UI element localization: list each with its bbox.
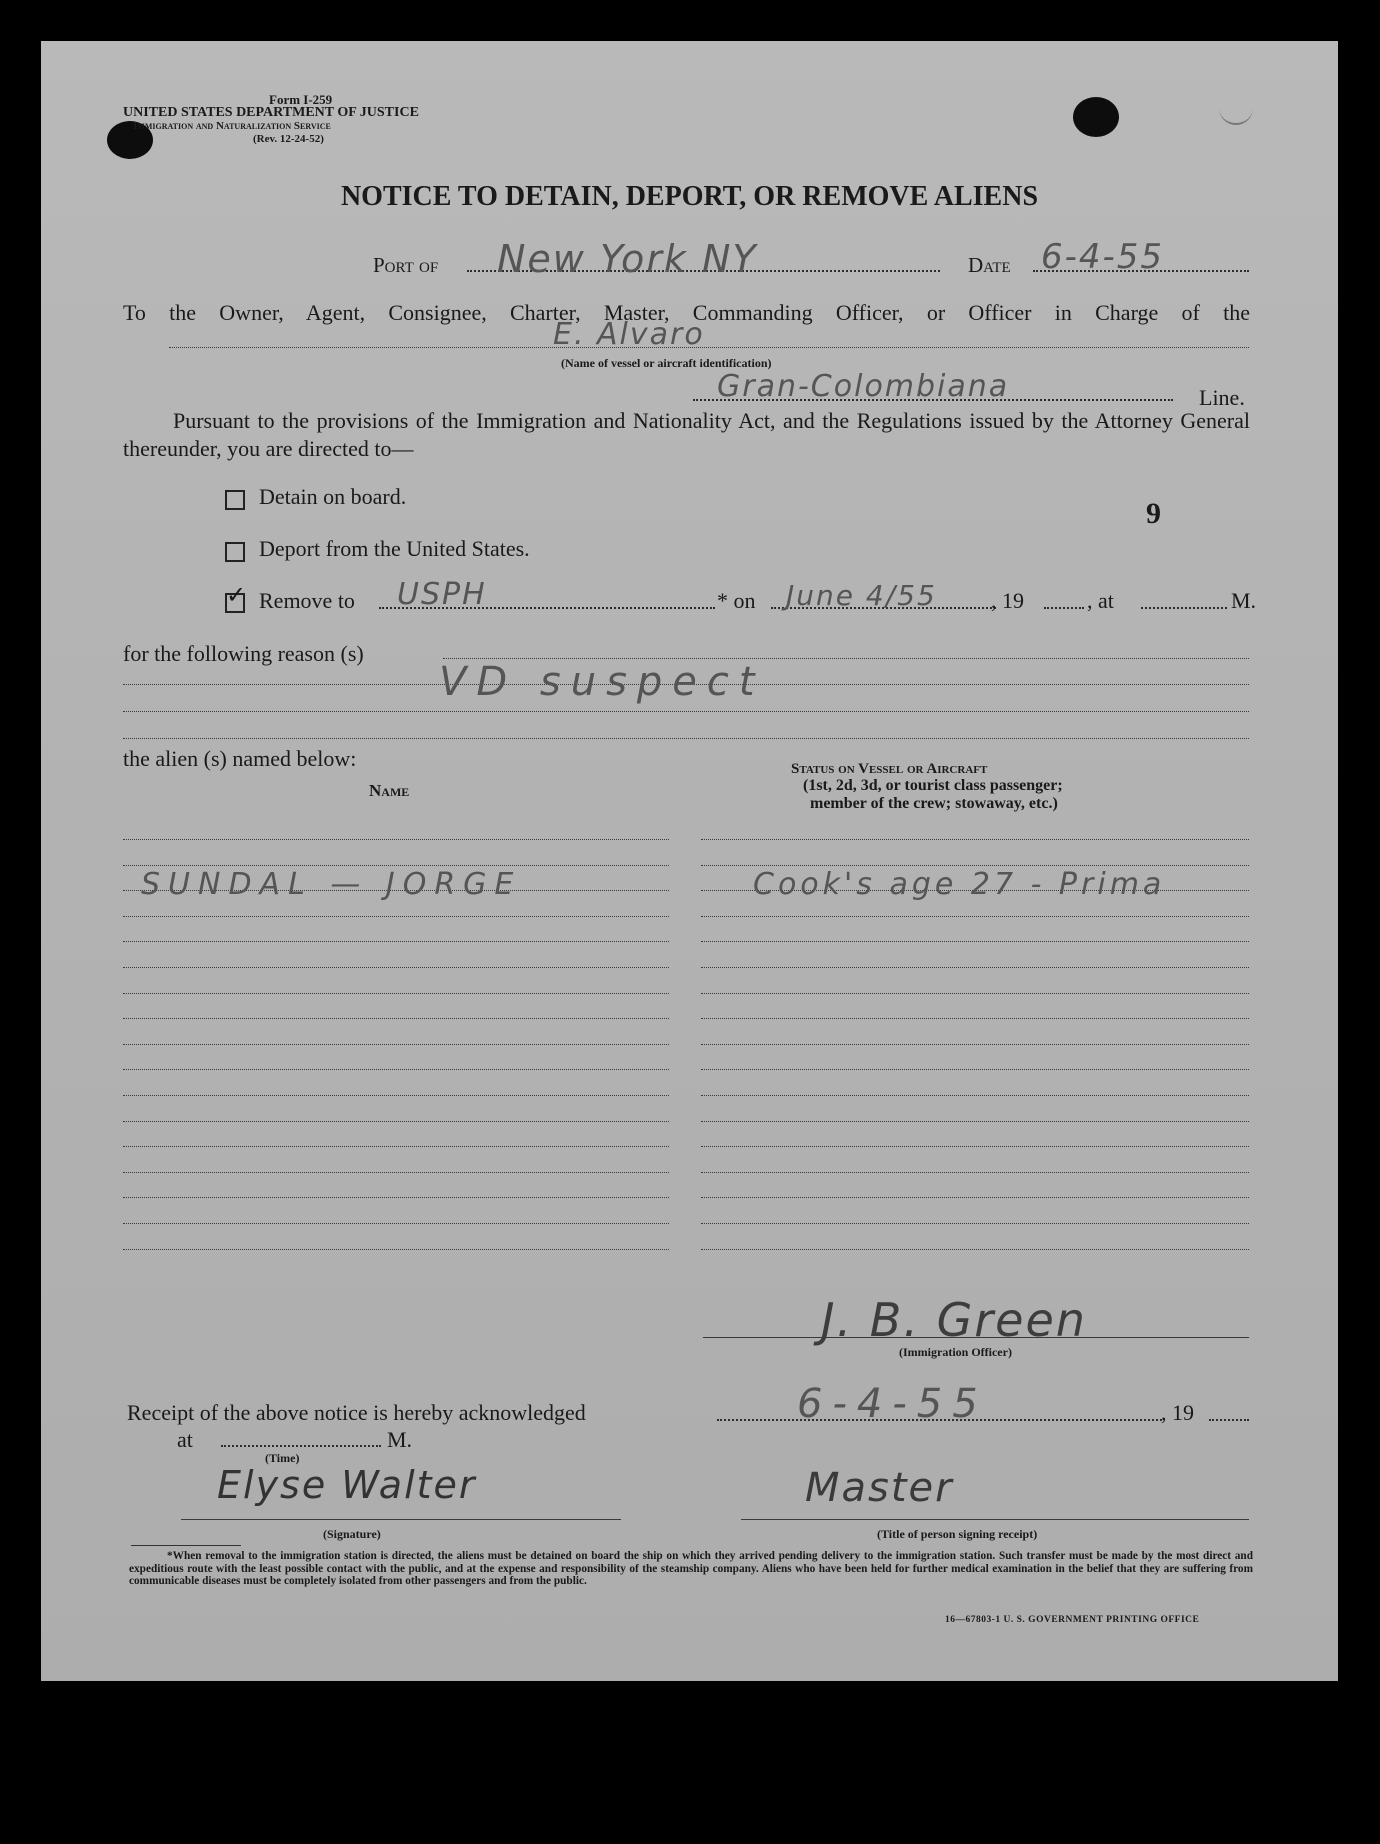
footnote-text: *When removal to the immigration station is directed, the aliens must be detained on board the ship on which they arrived pending delivery to the immigration station. Such transfer must be made by the most direct and expeditious route with the least possible contact with the public, and at the expense and responsibility of the steamship company. Aliens who have been held for further medical examination in the belief that they are suffering from communicable diseases must be completely isolated from other passengers and from the public.	[129, 1550, 1253, 1588]
line-label: Line.	[1199, 385, 1245, 410]
m-label: M.	[1231, 588, 1257, 613]
pursuant-text: Pursuant to the provisions of the Immigration and Nationality Act, and the Regulations issued by the Attorney General thereunder, you are directed to—	[123, 408, 1250, 461]
alien-status-value: Cook's age 27 - Prima	[753, 867, 1166, 902]
stray-mark: 9	[1146, 497, 1161, 530]
alien-row-line-right	[701, 993, 1249, 994]
receipt-year-label: , 19	[1161, 1400, 1194, 1425]
deport-label: Deport from the United States.	[259, 536, 530, 561]
punch-hole-right	[1073, 97, 1119, 137]
line-name-value: Gran-Colombiana	[717, 369, 1010, 404]
date-label: Date	[968, 253, 1011, 277]
receipt-title-caption: (Title of person signing receipt)	[877, 1527, 1038, 1541]
alien-row-line-right	[701, 1172, 1249, 1173]
alien-row-line-right	[701, 967, 1249, 968]
date-value: 6-4-55	[1041, 237, 1165, 277]
alien-row-line-left	[123, 1069, 669, 1070]
detain-checkbox[interactable]	[225, 490, 245, 510]
vessel-name-value: E. Alvaro	[553, 317, 705, 352]
alien-row-line-right	[701, 1069, 1249, 1070]
alien-row-line-left	[123, 1044, 669, 1045]
status-header: Status on Vessel or Aircraft	[791, 761, 988, 777]
printer-line: 16—67803-1 U. S. GOVERNMENT PRINTING OFFICE	[945, 1615, 1200, 1625]
form-number: Form I-259	[269, 92, 333, 107]
on-label: * on	[717, 588, 756, 613]
alien-row-line-left	[123, 1197, 669, 1198]
form-title: NOTICE TO DETAIN, DEPORT, OR REMOVE ALIENS	[340, 181, 1039, 212]
reason-line-4	[123, 738, 1249, 739]
receipt-text: Receipt of the above notice is hereby acknowledged	[127, 1400, 586, 1425]
alien-row-line-left	[123, 1146, 669, 1147]
reason-label: for the following reason (s)	[123, 641, 364, 666]
at-label: , at	[1087, 588, 1114, 613]
alien-row-line-left	[123, 1249, 669, 1250]
remove-label: Remove to	[259, 588, 355, 613]
alien-row-line-right	[701, 1095, 1249, 1096]
year-line	[1044, 607, 1084, 609]
service-name: Immigration and Naturalization Service	[133, 120, 331, 132]
receipt-signature-value: Elyse Walter	[217, 1463, 477, 1507]
reason-value: VD suspect	[439, 659, 765, 705]
alien-row-line-right	[701, 941, 1249, 942]
alien-row-line-left	[123, 1121, 669, 1122]
receipt-signature-line	[181, 1519, 621, 1520]
alien-row-line-right	[701, 1223, 1249, 1224]
officer-line	[703, 1337, 1249, 1338]
remove-check-mark: ✓	[226, 581, 247, 609]
alien-row-line-left	[123, 916, 669, 917]
receipt-date-value: 6-4-55	[797, 1381, 988, 1427]
form-page	[41, 41, 1338, 1681]
form-revision: (Rev. 12-24-52)	[253, 133, 324, 145]
alien-row-line-right	[701, 865, 1249, 866]
detain-label: Detain on board.	[259, 484, 407, 509]
footnote-rule	[131, 1545, 241, 1546]
port-value: New York NY	[497, 237, 758, 281]
alien-row-line-right	[701, 1018, 1249, 1019]
alien-row-line-right	[701, 839, 1249, 840]
alien-row-line-right	[701, 1044, 1249, 1045]
officer-caption: (Immigration Officer)	[899, 1345, 1012, 1359]
alien-row-line-left	[123, 941, 669, 942]
alien-row-line-right	[701, 1197, 1249, 1198]
receipt-at-label: at	[177, 1427, 193, 1452]
alien-row-line-right	[701, 916, 1249, 917]
alien-row-line-left	[123, 967, 669, 968]
receipt-time-caption: (Time)	[265, 1451, 300, 1465]
officer-signature: J. B. Green	[821, 1293, 1087, 1347]
alien-row-line-left	[123, 1018, 669, 1019]
alien-row-line-right	[701, 1121, 1249, 1122]
year-label: , 19	[991, 588, 1024, 613]
receipt-title-line	[741, 1519, 1249, 1520]
status-subheader-2: member of the crew; stowaway, etc.)	[810, 795, 1058, 812]
aliens-label: the alien (s) named below:	[123, 746, 357, 771]
alien-row-line-right	[701, 1249, 1249, 1250]
receipt-m-label: M.	[387, 1427, 413, 1452]
vessel-caption: (Name of vessel or aircraft identification)	[561, 356, 772, 370]
vessel-line	[169, 347, 1249, 348]
receipt-year-line	[1209, 1419, 1249, 1421]
receipt-signature-caption: (Signature)	[323, 1527, 381, 1541]
alien-row-line-left	[123, 1223, 669, 1224]
time-line	[1141, 607, 1227, 609]
reason-line-3	[123, 711, 1249, 712]
department-name: UNITED STATES DEPARTMENT OF JUSTICE	[123, 105, 419, 120]
alien-row-line-right	[701, 1146, 1249, 1147]
alien-row-line-left	[123, 839, 669, 840]
alien-row-line-left	[123, 993, 669, 994]
addressee-text: To the Owner, Agent, Consignee, Charter, Master, Commanding Officer, or Officer in Charge of the	[123, 300, 1250, 325]
on-date-value: June 4/55	[786, 579, 937, 612]
port-label: Port of	[373, 253, 439, 277]
name-header: Name	[369, 781, 410, 800]
remove-to-value: USPH	[397, 577, 487, 612]
receipt-time-line	[221, 1445, 381, 1447]
receipt-title-value: Master	[805, 1465, 954, 1511]
deport-checkbox[interactable]	[225, 542, 245, 562]
alien-row-line-left	[123, 865, 669, 866]
alien-name-value: SUNDAL — JORGE	[141, 867, 522, 902]
alien-row-line-left	[123, 1172, 669, 1173]
alien-row-line-left	[123, 1095, 669, 1096]
status-subheader-1: (1st, 2d, 3d, or tourist class passenger;	[803, 777, 1063, 794]
staple-mark	[1219, 101, 1253, 125]
